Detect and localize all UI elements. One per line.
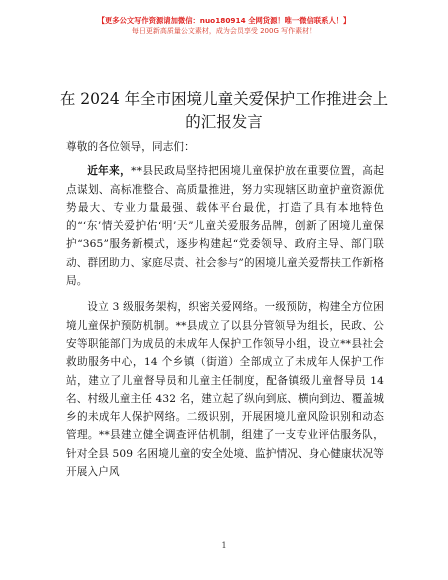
salutation: 尊敬的各位领导，同志们： (66, 141, 195, 153)
paragraph-1 (66, 162, 384, 290)
paragraph-1-lead: 近年来， (87, 165, 132, 178)
document-body (66, 138, 384, 481)
page-number: 1 (221, 541, 227, 550)
promo-banner-line1: 【更多公文写作资源请加微信：nuo180914 全网货源！唯一微信联系人！】 (97, 16, 351, 25)
document-title-line2: 的汇报发言 (185, 113, 263, 131)
paragraph-2: 设立 3 级服务架构，织密关爱网络。一级预防，构建全方位困境儿童保护预防机制。**县成立了以县分管领导为组长，民政、公安等职能部门为成员的未成年人保护工作领导小组，设立**县社会救助服务中心，14 个乡镇（街道）全部成立了未成年人保护工作站，建立了儿童督导员和儿童主任制度，配备镇级儿童督导员 14 名、村级儿童主任 432 名，建立起了纵向到底、横向到边、覆盖城乡的未成年人保护网络。二级识别，开展困境儿童风险识别和动态管理。**县建立健全调查评估机制，组建了一支专业评估服务队，针对全县 509 名困境儿童的安全处境、监护情况、身心健康状况等开展入户风 (66, 301, 384, 479)
promo-banner-line2: 每日更新高质量公文素材，成为会员享受 200G 写作素材！ (131, 27, 317, 35)
paragraph-1-text: **县民政局坚持把困境儿童保护放在重要位置，高起点谋划、高标准整合、高质量推进，努力实现辖区助童护童资源优势最大、专业力量最强、载体平台最优，打造了具有本地特色的“‘东’情关爱护佑‘明’天”儿童关爱服务品牌，创新了困境儿童保护“365”服务新模式，逐步构建起“党委领导、政府主导、部门联动、群团助力、家庭尽责、社会参与”的困境儿童关爱帮扶工作新格局。 (66, 165, 384, 288)
document-title-line1: 在 2024 年全市困境儿童关爱保护工作推进会上 (59, 90, 389, 108)
promo-banner (0, 16, 448, 36)
document-title (40, 88, 408, 134)
